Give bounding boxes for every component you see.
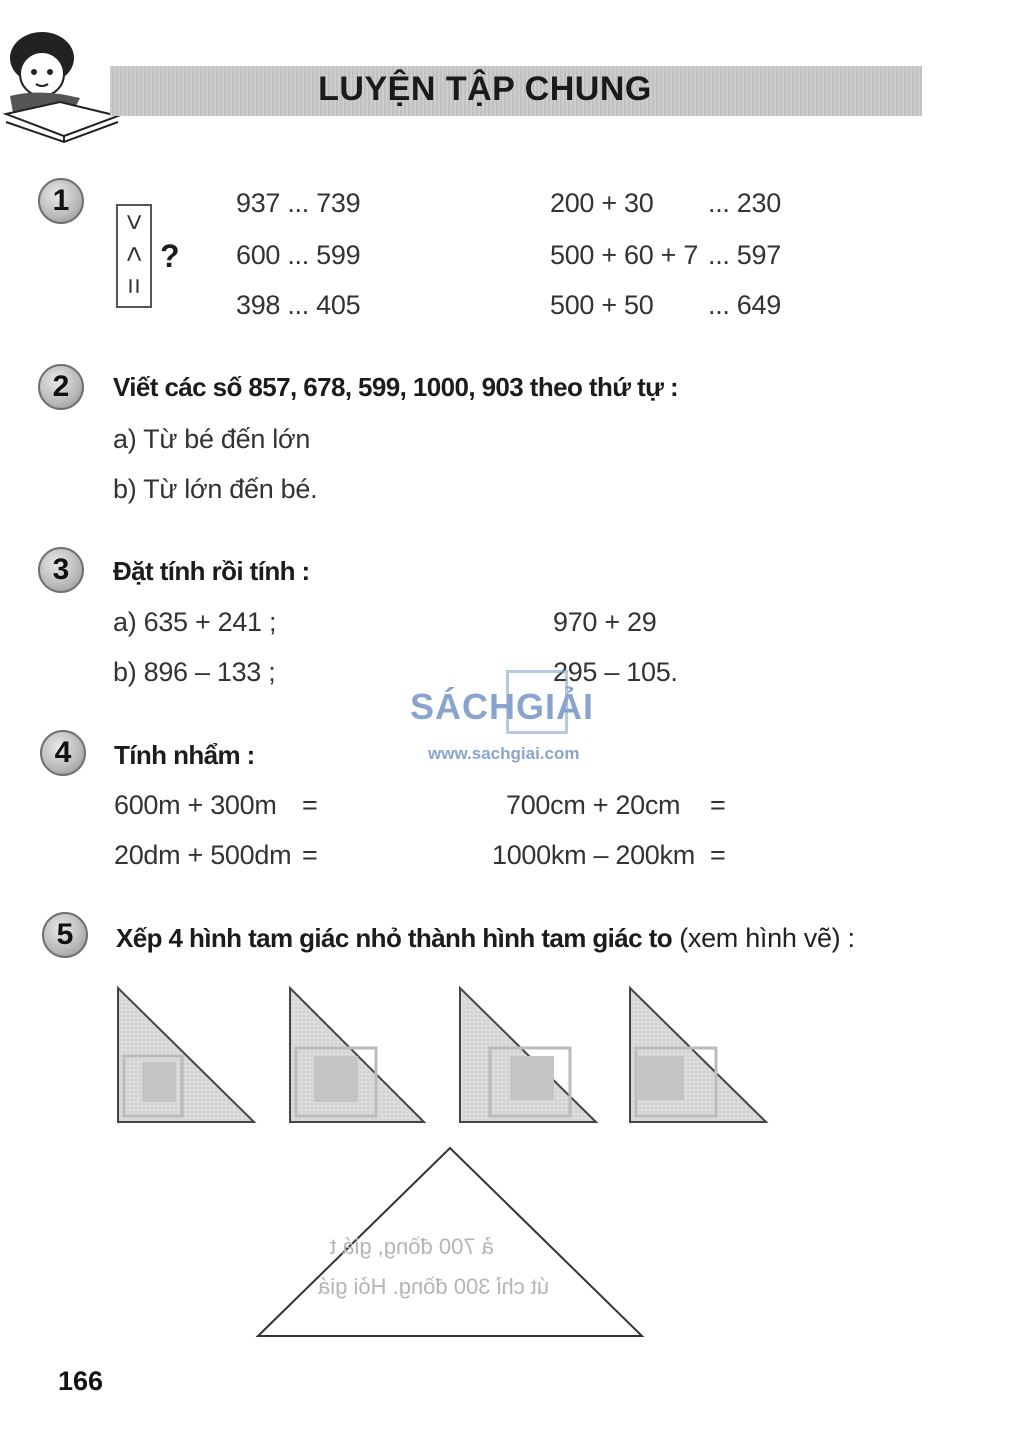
- ex5-title-rest: (xem hình vẽ) :: [672, 923, 855, 953]
- small-triangle-4: [630, 988, 766, 1122]
- ex1-right-val-2: ... 597: [708, 240, 781, 270]
- ex2-part-b: b) Từ lớn đến bé.: [113, 474, 318, 504]
- small-triangle-2: [290, 988, 424, 1122]
- sign-greater: >: [119, 213, 150, 231]
- ex3-title: Đặt tính rồi tính :: [113, 556, 310, 586]
- ex1-right-expr-1: 200 + 30: [550, 188, 654, 218]
- small-triangles: [110, 982, 790, 1132]
- ex4-r2-right: 1000km – 200km: [492, 840, 695, 870]
- watermark-logo-frame: [506, 670, 568, 734]
- ex1-right-val-3: ... 649: [708, 290, 781, 320]
- ex4-r1-right: 700cm + 20cm: [506, 790, 681, 820]
- ex5-title-bold: Xếp 4 hình tam giác nhỏ thành hình tam giác to: [116, 923, 672, 953]
- ex3-a-left: a) 635 + 241 ;: [113, 607, 277, 637]
- exercise-5-number: 5: [42, 912, 88, 958]
- exercise-3-number: 3: [38, 547, 84, 593]
- ex3-a-right: 970 + 29: [553, 607, 657, 637]
- ex3-b-right: 295 – 105.: [553, 657, 678, 687]
- ex2-title: Viết các số 857, 678, 599, 1000, 903 theo thứ tự :: [113, 372, 679, 402]
- watermark-url: www.sachgiai.com: [428, 744, 580, 763]
- sign-less: <: [119, 245, 150, 263]
- ex1-left-2: 600 ... 599: [236, 240, 361, 270]
- small-triangle-3: [460, 988, 596, 1122]
- ex4-r1-left: 600m + 300m: [114, 790, 277, 820]
- ex3-b-left: b) 896 – 133 ;: [113, 657, 276, 687]
- small-triangle-1: [118, 988, 254, 1122]
- ex1-left-1: 937 ... 739: [236, 188, 361, 218]
- page-number: 166: [58, 1366, 104, 1396]
- ex4-title: Tính nhẩm :: [114, 740, 255, 770]
- bleed-through-text-2: út chỉ 300 đồng. Hỏi giá: [318, 1274, 550, 1299]
- ex4-r2-left-eq: =: [302, 840, 318, 870]
- ex1-left-3: 398 ... 405: [236, 290, 361, 320]
- question-mark: ?: [160, 238, 179, 274]
- exercise-4-number: 4: [40, 730, 86, 776]
- exercise-1-number: 1: [38, 178, 84, 224]
- ex1-right-expr-2: 500 + 60 + 7: [550, 240, 699, 270]
- sign-equal: =: [119, 277, 150, 295]
- watermark-brand: SÁCHGIẢI: [410, 686, 595, 727]
- ex1-right-expr-3: 500 + 50: [550, 290, 654, 320]
- bleed-through-text-1: ả 700 đồng, giá t: [330, 1234, 494, 1259]
- ex4-r2-left: 20dm + 500dm: [114, 840, 292, 870]
- ex1-right-val-1: ... 230: [708, 188, 781, 218]
- ex4-r2-right-eq: =: [710, 840, 726, 870]
- ex4-r1-left-eq: =: [302, 790, 318, 820]
- exercise-2-number: 2: [38, 364, 84, 410]
- ex5-title: [116, 923, 855, 954]
- ex2-part-a: a) Từ bé đến lớn: [113, 424, 311, 454]
- ex4-r1-right-eq: =: [710, 790, 726, 820]
- page-title: LUYỆN TẬP CHUNG: [318, 70, 652, 108]
- comparison-signs-box: [116, 204, 152, 308]
